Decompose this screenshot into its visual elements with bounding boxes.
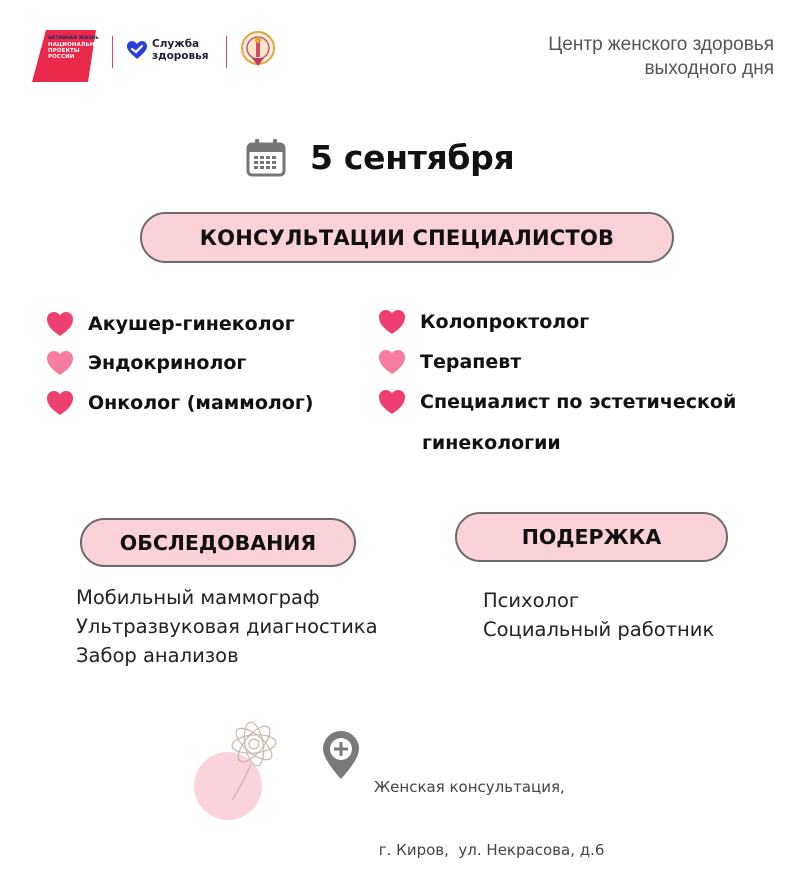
exam-item: Забор анализов <box>76 644 239 667</box>
date-row <box>246 138 514 177</box>
support-item: Психолог <box>483 589 580 612</box>
specialist-item <box>378 389 736 415</box>
specialist-name: Колопроктолог <box>420 311 590 333</box>
specialist-item <box>378 349 521 375</box>
specialist-item <box>46 311 295 337</box>
national-projects-top-text: АКТИВНАЯ ЖИЗНЬ <box>48 36 99 41</box>
national-projects-logo <box>32 30 105 82</box>
specialist-name: Эндокринолог <box>88 352 247 374</box>
health-service-line1: Служба <box>152 38 200 50</box>
heart-check-icon <box>126 40 148 60</box>
specialist-name: Специалист по эстетической <box>420 391 737 413</box>
heart-icon <box>378 349 406 375</box>
support-heading: ПОДЕРЖКА <box>455 512 728 562</box>
flower-decoration <box>196 700 316 800</box>
emblem-icon <box>238 28 278 72</box>
specialist-name: Терапевт <box>420 351 522 373</box>
address-line1: Женская консультация, <box>374 778 565 796</box>
calendar-icon <box>246 139 286 177</box>
support-list <box>483 586 714 644</box>
heart-icon <box>46 350 74 376</box>
specialist-item <box>46 350 246 376</box>
heart-icon <box>46 390 74 416</box>
header-divider <box>226 36 227 68</box>
support-item: Социальный работник <box>483 618 715 641</box>
specialist-name-continuation: гинекологии <box>422 432 561 454</box>
specialist-item <box>46 390 313 416</box>
exam-item: Мобильный маммограф <box>76 586 320 609</box>
specialist-name: Онколог (маммолог) <box>88 392 314 414</box>
exam-item: Ультразвуковая диагностика <box>76 615 378 638</box>
heart-icon <box>46 311 74 337</box>
header-divider <box>112 36 113 68</box>
health-service-line2: здоровья <box>152 50 209 62</box>
heart-icon <box>378 389 406 415</box>
national-projects-line: РОССИИ <box>48 54 75 60</box>
heart-icon <box>378 309 406 335</box>
national-projects-line: НАЦИОНАЛЬНЫЕ <box>48 42 105 48</box>
consultations-heading: КОНСУЛЬТАЦИИ СПЕЦИАЛИСТОВ <box>140 212 674 263</box>
national-projects-line: ПРОЕКТЫ <box>48 48 80 54</box>
specialist-name: Акушер-гинеколог <box>88 313 295 335</box>
event-date: 5 сентября <box>310 138 515 177</box>
exams-list <box>76 583 378 670</box>
address-line2: г. Киров, ул. Некрасова, д.6 <box>374 841 605 859</box>
address <box>374 735 604 882</box>
center-title: Центр женского здоровья выходного дня <box>548 34 774 79</box>
location-pin-icon <box>320 730 362 780</box>
national-projects-text <box>48 36 104 60</box>
exams-heading: ОБСЛЕДОВАНИЯ <box>80 518 356 567</box>
emblem-logo <box>238 28 278 72</box>
specialist-item <box>378 309 589 335</box>
health-service-logo <box>126 38 209 62</box>
